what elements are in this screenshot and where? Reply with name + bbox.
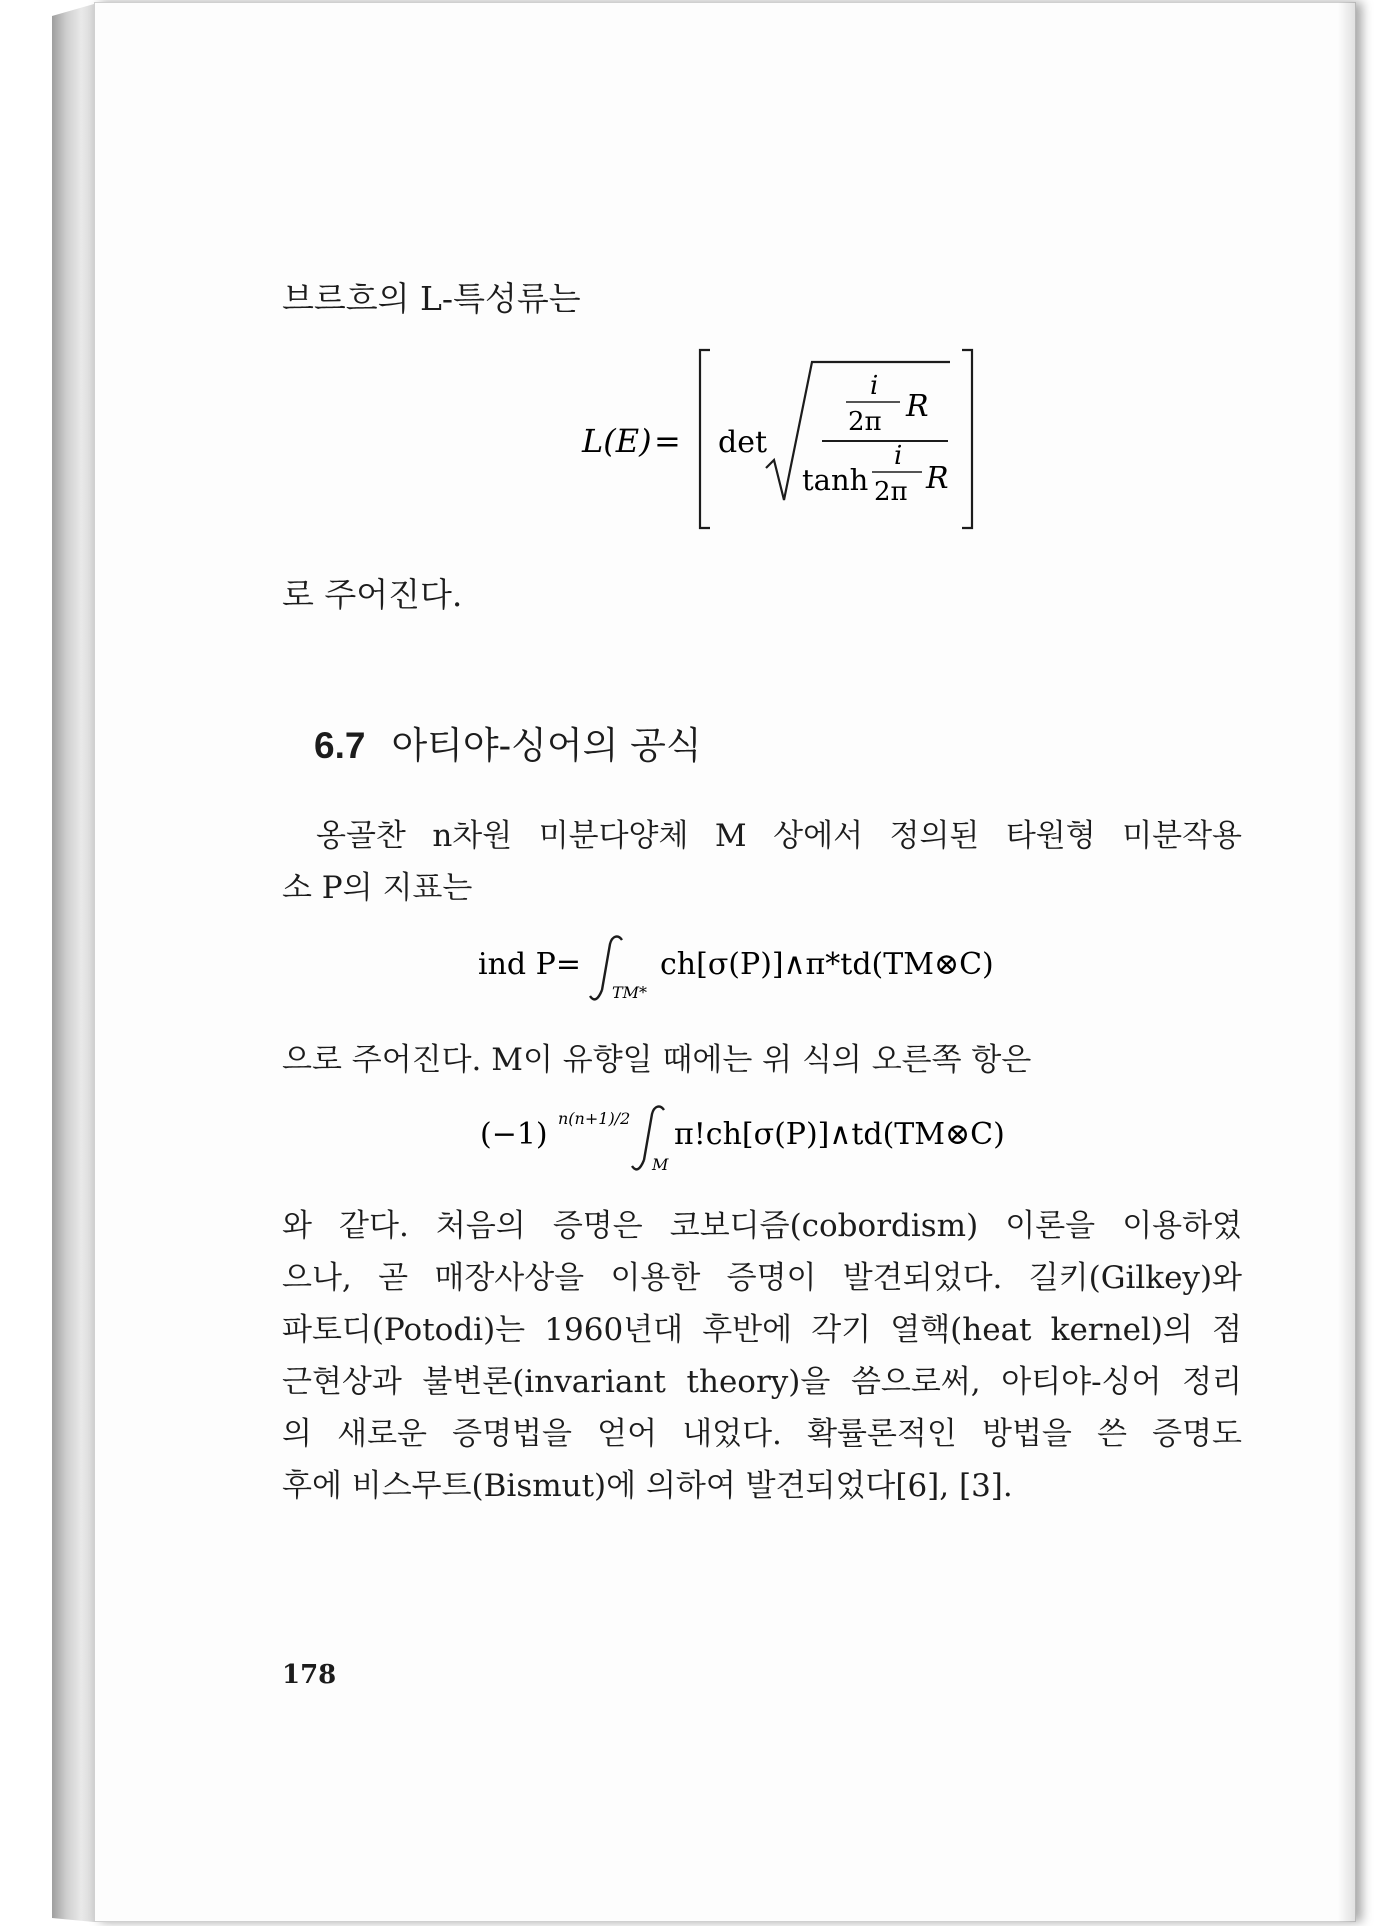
ind-body: ch[σ(P)]∧π*td(TM⊗C) (660, 947, 994, 982)
intro-text: 브르흐의 L-특성류는 (282, 279, 581, 318)
den-tanh: tanh (802, 463, 869, 497)
paragraph-line: 의 새로운 증명법을 얻어 내었다. 확률론적인 방법을 쓴 증명도 (282, 1416, 1242, 1452)
paragraph-line: 근현상과 불변론(invariant theory)을 씀으로써, 아티야-싱어 정리 (282, 1364, 1242, 1400)
paragraph-line: 후에 비스무트(Bismut)에 의하여 발견되었다[6], [3]. (282, 1468, 1013, 1504)
paragraph-1 (282, 810, 1242, 914)
right-bracket (962, 350, 972, 528)
section-title: 아티야-싱어의 공식 (391, 724, 702, 767)
paragraph-2 (282, 1034, 1242, 1086)
orient-subscript: M (652, 1155, 669, 1174)
paragraph-line: 으나, 곧 매장사상을 이용한 증명이 발견되었다. 길키(Gilkey)와 (282, 1260, 1242, 1296)
paragraph-line: 옹골찬 n차원 미분다양체 M 상에서 정의된 타원형 미분작용 (316, 818, 1242, 854)
orient-prefix: (−1) (480, 1117, 548, 1152)
formula-L-class (570, 340, 990, 540)
den-R: R (926, 461, 949, 496)
den-i: i (894, 441, 903, 471)
after-L-text: 로 주어진다. (282, 575, 463, 614)
book-edge (52, 4, 94, 1922)
paragraph-line: 와 같다. 처음의 증명은 코보디즘(cobordism) 이론을 이용하였 (282, 1208, 1242, 1244)
formula-eq: = (654, 422, 681, 460)
ind-lhs: ind P= (478, 947, 581, 982)
den-2pi: 2π (874, 477, 908, 507)
left-bracket (700, 350, 710, 528)
paragraph-line: 소 P의 지표는 (282, 870, 473, 906)
paragraph-3 (282, 1200, 1242, 1512)
num-R: R (906, 389, 929, 424)
paragraph-line: 으로 주어진다. M이 유향일 때에는 위 식의 오른쪽 항은 (282, 1042, 1032, 1078)
section-heading (314, 715, 702, 769)
ind-subscript: TM* (612, 983, 648, 1002)
num-2pi: 2π (848, 407, 882, 437)
section-number: 6.7 (314, 725, 366, 766)
formula-lhs: L(E) (582, 422, 652, 460)
page-shade (1338, 2, 1356, 1922)
page-number: 178 (282, 1660, 337, 1690)
formula-det: det (718, 425, 768, 460)
orient-exponent: n(n+1)/2 (558, 1109, 631, 1128)
formula-index (474, 930, 1074, 1010)
paragraph-line: 파토디(Potodi)는 1960년대 후반에 각기 열핵(heat kernel)의 점 (282, 1312, 1242, 1348)
num-i: i (870, 371, 879, 401)
formula-oriented (476, 1100, 1076, 1180)
orient-body: π!ch[σ(P)]∧td(TM⊗C) (674, 1117, 1005, 1152)
